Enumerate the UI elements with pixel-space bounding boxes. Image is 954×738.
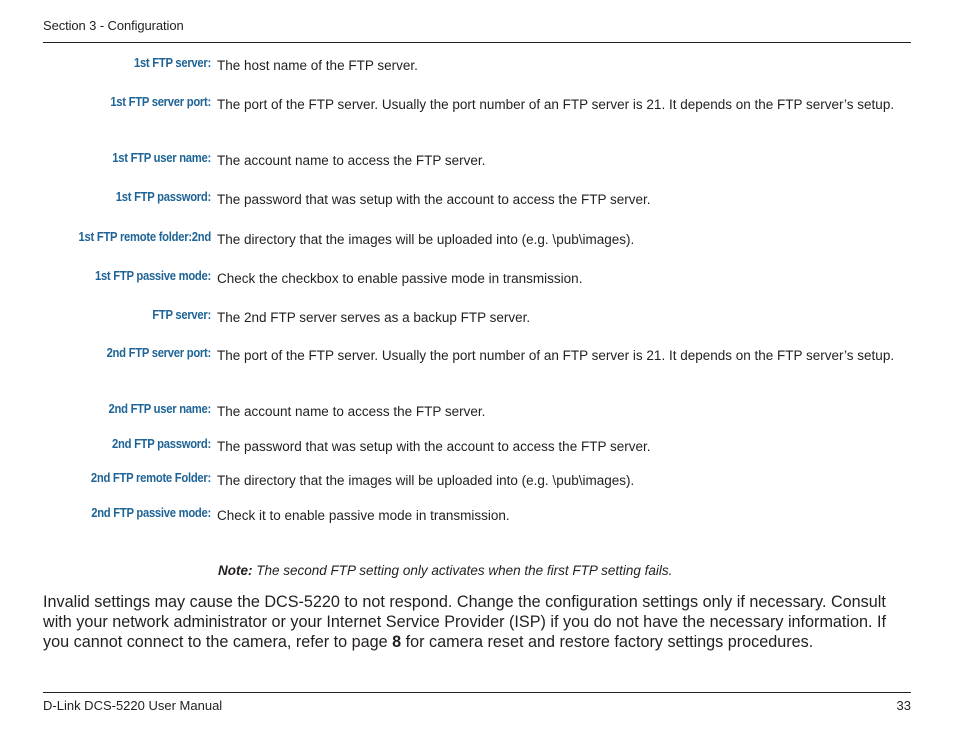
definition-row: [43, 189, 911, 209]
warning-paragraph: [43, 592, 913, 652]
note-label: Note:: [218, 563, 253, 578]
page-reference: 8: [392, 633, 402, 651]
note-text: The second FTP setting only activates when the first FTP setting fails.: [252, 563, 673, 578]
definition-term: 1st FTP passive mode:: [94, 269, 211, 283]
definition-term: 2nd FTP passive mode:: [91, 506, 211, 520]
definition-row: [43, 345, 911, 365]
definition-term: 2nd FTP remote Folder:: [90, 471, 211, 485]
paragraph-text-after: for camera reset and restore factory settings procedures.: [401, 633, 814, 651]
definition-term: 1st FTP password:: [115, 190, 211, 204]
definition-row: [43, 436, 911, 456]
section-header: Section 3 - Configuration: [43, 18, 184, 33]
definition-term: FTP server:: [152, 308, 211, 322]
note: [218, 563, 672, 578]
definition-desc: The directory that the images will be uploaded into (e.g. \pub\images).: [217, 232, 635, 247]
paragraph-text-before: Invalid settings may cause the DCS-5220 to not respond. Change the configuration settings only if necessary. Consult with your network administrator or your Internet Service Provider (ISP) if you do not have the necessary information. If you cannot connect to the camera, refer to page: [43, 593, 887, 651]
definition-term: 2nd FTP user name:: [108, 402, 211, 416]
definition-desc: The 2nd FTP server serves as a backup FTP server.: [217, 310, 531, 325]
definition-desc: The password that was setup with the account to access the FTP server.: [217, 439, 651, 454]
definition-row: [43, 229, 911, 249]
definition-term: 2nd FTP password:: [112, 437, 211, 451]
definition-row: [43, 94, 911, 114]
definition-term: 1st FTP user name:: [112, 151, 211, 165]
definition-term: 2nd FTP server port:: [106, 346, 211, 360]
definition-desc: Check it to enable passive mode in transmission.: [217, 508, 510, 523]
page-number: 33: [896, 698, 911, 713]
definition-row: [43, 268, 911, 288]
definition-desc: Check the checkbox to enable passive mode in transmission.: [217, 271, 583, 286]
definition-desc: The port of the FTP server. Usually the port number of an FTP server is 21. It depends on the FTP server’s setup.: [217, 97, 895, 112]
definition-term: 1st FTP server port:: [110, 95, 211, 109]
definition-row: [43, 307, 911, 327]
definition-desc: The account name to access the FTP server.: [217, 153, 486, 168]
header-rule: [43, 42, 911, 43]
definition-desc: The account name to access the FTP server.: [217, 404, 486, 419]
definition-row: [43, 401, 911, 421]
definition-desc: The port of the FTP server. Usually the port number of an FTP server is 21. It depends on the FTP server’s setup.: [217, 348, 895, 363]
footer-manual-title: D-Link DCS-5220 User Manual: [43, 698, 223, 713]
footer-rule: [43, 692, 911, 693]
definition-row: [43, 470, 911, 490]
definition-desc: The password that was setup with the account to access the FTP server.: [217, 192, 651, 207]
definition-term: 1st FTP server:: [133, 56, 211, 70]
definition-term: 1st FTP remote folder:2nd: [78, 230, 211, 244]
definition-row: [43, 505, 911, 525]
definition-row: [43, 150, 911, 170]
definition-desc: The host name of the FTP server.: [217, 58, 418, 73]
definition-row: [43, 55, 911, 75]
definition-desc: The directory that the images will be uploaded into (e.g. \pub\images).: [217, 473, 635, 488]
